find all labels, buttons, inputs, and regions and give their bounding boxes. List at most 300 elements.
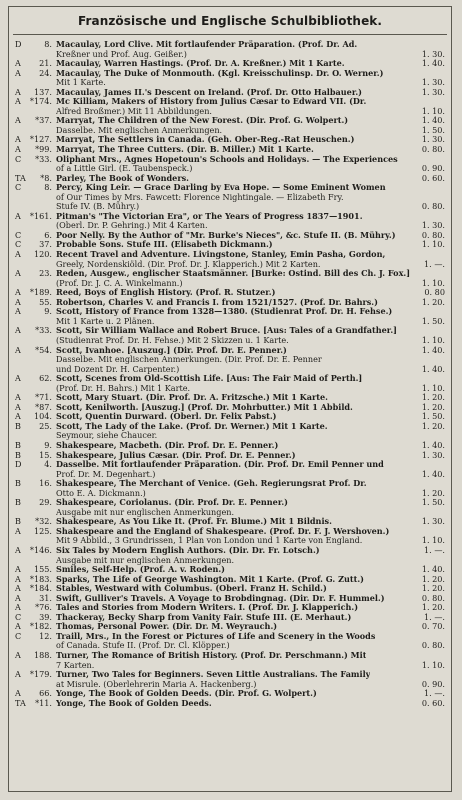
entry-number: 16. xyxy=(39,478,52,489)
entry-text: of a Little Girl. (E. Taubenspeck.) xyxy=(56,164,193,174)
entry-line xyxy=(56,126,445,136)
entry-text: Dasselbe. Mit englischen Anmerkungen. xyxy=(56,125,223,135)
entry-text: Marryat, The Children of the New Forest. (Dir. Prof. G. Wolpert.) xyxy=(56,116,349,126)
entry-text: Pitman's "The Victorian Era", or The Years of Progress 1837—1901. xyxy=(56,211,363,221)
entry-price: 0. 80. xyxy=(421,230,445,240)
entry-class: D xyxy=(15,39,22,49)
entry-line xyxy=(56,460,445,470)
entry-price xyxy=(419,508,445,518)
catalog-entry xyxy=(15,326,445,345)
entry-text: Stufe IV. (B. Mühry.) xyxy=(56,202,140,212)
entry-line xyxy=(56,422,445,432)
entry-class: A xyxy=(15,287,21,298)
entry-text: Shakespeare and the England of Shakespeare. (Prof. Dr. F. J. Wershoven.) xyxy=(56,526,390,536)
entry-number: *174. xyxy=(29,96,52,107)
entry-text: Mit 1 Karte u. 2 Plänen. xyxy=(56,316,155,326)
entry-price: 1. —. xyxy=(424,545,445,555)
entry-text: Seymour, siehe Chaucer. xyxy=(56,431,158,441)
entry-number: 66. xyxy=(39,688,52,699)
entry-text: Scott, Scenes from Old-Scottish Life. [Aus: The Fair Maid of Perth.] xyxy=(56,374,363,384)
catalog-entry xyxy=(15,346,445,375)
catalog-entry xyxy=(15,135,445,145)
entry-number: *71. xyxy=(35,392,52,403)
entry-price: 1. 20. xyxy=(421,487,445,498)
entry-price: 1. 50. xyxy=(421,315,445,326)
entry-price: 1. —. xyxy=(424,689,445,699)
entry-class: A xyxy=(15,669,21,680)
entry-line xyxy=(56,174,445,184)
entry-text: Oliphant Mrs., Agnes Hopetoun's Schools and Holidays. — The Experiences xyxy=(56,154,398,164)
entry-line xyxy=(56,393,445,403)
entry-number: *33. xyxy=(35,153,52,164)
entry-text: Scott, The Lady of the Lake. (Prof. Dr. Werner.) Mit 1 Karte. xyxy=(56,421,328,431)
entry-price: 1. 30. xyxy=(421,87,445,97)
entry-price: 1. 30. xyxy=(421,48,445,59)
entry-text: Macaulay, James II.'s Descent on Ireland. (Prof. Dr. Otto Halbauer.) xyxy=(56,87,362,97)
entry-price: 1. 20. xyxy=(421,297,445,307)
entry-class: A xyxy=(15,592,21,603)
entry-line xyxy=(56,689,445,699)
entry-line xyxy=(56,355,445,365)
entry-number: 24. xyxy=(39,67,52,78)
entry-text: Scott, Kenilworth. [Auszug.] (Prof. Dr. Mohrbutter.) Mit 1 Abbild. xyxy=(56,402,353,412)
entry-line xyxy=(56,145,445,155)
entry-line xyxy=(56,470,445,480)
entry-body xyxy=(56,527,445,546)
entry-text: (Studienrat Prof. Dr. H. Fehse.) Mit 2 Skizzen u. 1 Karte. xyxy=(56,335,289,345)
entry-price: 1. 30. xyxy=(421,77,445,88)
entry-line xyxy=(56,622,445,632)
entry-text: und Dozent Dr. H. Carpenter.) xyxy=(56,364,180,374)
entry-line xyxy=(56,326,445,336)
entry-line xyxy=(56,584,445,594)
entry-number: *189. xyxy=(29,287,52,298)
entry-class: A xyxy=(15,58,21,69)
catalog-entry xyxy=(15,689,445,699)
entry-text: Turner, The Romance of British History. (Prof. Dr. Perschmann.) Mit xyxy=(56,651,367,660)
entry-text: (Oberl. Dr. P. Gehring.) Mit 4 Karten. xyxy=(56,221,208,231)
entry-line xyxy=(56,336,445,346)
entry-price: 1. 10. xyxy=(421,105,445,116)
catalog-entry xyxy=(15,451,445,461)
entry-number: 104. xyxy=(33,411,52,422)
catalog-entry xyxy=(15,97,445,116)
entry-line xyxy=(56,59,445,69)
entry-body xyxy=(56,88,445,98)
page-title: Französische und Englische Schulbibliothek. xyxy=(77,14,383,28)
entry-number: *146. xyxy=(29,544,52,555)
entry-line xyxy=(56,50,445,60)
entry-text: Sparks, The Life of George Washington. Mit 1 Karte. (Prof. G. Zutt.) xyxy=(56,574,364,584)
entry-line xyxy=(56,527,445,537)
entry-text: Tales and Stories from Modern Writers. I. (Prof. Dr. J. Klapperich.) xyxy=(56,603,359,613)
entry-line xyxy=(56,699,445,709)
entry-body xyxy=(56,145,445,155)
entry-class: A xyxy=(15,306,21,317)
entry-number: 155. xyxy=(33,564,52,575)
entry-text: of Canada. Stufe II. (Prof. Dr. Cl. Klöpper.) xyxy=(56,641,230,651)
entry-body xyxy=(56,59,445,69)
entry-line xyxy=(56,78,445,88)
entry-text: Scott, Quentin Durward. (Oberl. Dr. Felix Pabst.) xyxy=(56,412,277,422)
entry-number: 120. xyxy=(33,249,52,260)
entry-price xyxy=(419,431,445,441)
entry-number: *184. xyxy=(29,583,52,594)
entry-price: 1. 50. xyxy=(421,412,445,422)
entry-text: at Misrule. (Oberlehrerin Maria A. Hackenberg.) xyxy=(56,679,257,689)
entry-number: *179. xyxy=(29,669,52,680)
entry-text: Thackeray, Becky Sharp from Vanity Fair. Stufe III. (E. Merhaut.) xyxy=(56,612,352,622)
entry-body xyxy=(56,116,445,135)
entry-number: *8. xyxy=(40,172,52,183)
entry-body xyxy=(56,479,445,498)
entry-line xyxy=(56,260,445,270)
entry-body xyxy=(56,212,445,231)
catalog-entry xyxy=(15,651,445,670)
entry-line xyxy=(56,212,445,222)
catalog-entry xyxy=(15,59,445,69)
entry-class: D xyxy=(15,459,22,470)
entry-class: A xyxy=(15,602,21,613)
entry-text: Yonge, The Book of Golden Deeds. xyxy=(56,698,212,708)
entry-class: A xyxy=(15,411,21,422)
entry-number: *127. xyxy=(29,134,52,145)
entry-text: Macaulay, Warren Hastings. (Prof. Dr. A. Kreßner.) Mit 1 Karte. xyxy=(56,59,345,69)
entry-body xyxy=(56,670,445,689)
catalog-entry xyxy=(15,584,445,594)
entry-text: Recent Travel and Adventure. Livingstone, Stanley, Emin Pasha, Gordon, xyxy=(56,250,386,260)
entry-line xyxy=(56,680,445,690)
catalog-entry xyxy=(15,374,445,393)
entry-price: 1. 20. xyxy=(421,402,445,412)
entry-text: Shakespeare, Coriolanus. (Dir. Prof. Dr. E. Penner.) xyxy=(56,498,288,508)
entry-price: 0. 90. xyxy=(421,678,445,689)
entry-body xyxy=(56,155,445,174)
entry-price: 1. 20. xyxy=(421,603,445,613)
entry-text: Marryat, The Settlers in Canada. (Geh. Ober-Reg.-Rat Heuschen.) xyxy=(56,135,355,145)
entry-number: 137. xyxy=(33,86,52,97)
entry-line xyxy=(56,69,445,79)
entry-line xyxy=(56,479,445,489)
title-rule xyxy=(13,34,447,35)
entry-body xyxy=(56,651,445,670)
entry-line xyxy=(56,517,445,527)
entry-price: 1. 30. xyxy=(421,450,445,460)
entry-text: Dasselbe. Mit englischen Anmerkungen. (Dir. Prof. Dr. E. Penner xyxy=(56,355,322,365)
entry-text: Scott, History of France from 1328—1380. (Studienrat Prof. Dr. H. Fehse.) xyxy=(56,307,393,317)
page-frame xyxy=(8,6,452,792)
entry-class: B xyxy=(15,449,21,460)
entry-price: 1. 40. xyxy=(421,116,445,126)
entry-text: Swift, Gulliver's Travels. A Voyage to Brobdingnag. (Dir. Dr. F. Hummel.) xyxy=(56,593,385,603)
entry-text: Greely, Nordenskiöld. (Dir. Prof. Dr. J. Klapperich.) Mit 2 Karten. xyxy=(56,259,321,269)
entry-body xyxy=(56,346,445,375)
entry-class: A xyxy=(15,621,21,632)
entry-number: 15. xyxy=(39,449,52,460)
entry-line xyxy=(56,231,445,241)
entry-line xyxy=(56,40,445,50)
entry-number: *182. xyxy=(29,621,52,632)
catalog-entry xyxy=(15,231,445,241)
entry-number: *11. xyxy=(35,697,52,708)
entry-price xyxy=(419,556,445,566)
entry-text: Mc Killiam, Makers of History from Julius Cæsar to Edward VII. (Dr. xyxy=(56,97,367,107)
catalog-entry xyxy=(15,527,445,546)
catalog-entry xyxy=(15,240,445,250)
entry-class: A xyxy=(15,115,21,126)
entry-body xyxy=(56,69,445,88)
entry-body xyxy=(56,403,445,413)
entry-text: Robertson, Charles V. and Francis I. from 1521/1527. (Prof. Dr. Bahrs.) xyxy=(56,297,378,307)
entry-class: C xyxy=(15,611,22,622)
catalog-entry xyxy=(15,40,445,59)
entry-class: A xyxy=(15,688,21,699)
catalog-entry xyxy=(15,69,445,88)
entry-text: Stables, Westward with Columbus. (Oberl. Franz H. Schild.) xyxy=(56,584,327,594)
entry-body xyxy=(56,451,445,461)
entry-number: 9. xyxy=(44,439,52,450)
entry-text: Percy, King Leir. — Grace Darling by Eva Hope. — Some Eminent Women xyxy=(56,183,386,193)
entry-number: 125. xyxy=(33,525,52,536)
entry-text: Shakespeare, Macbeth. (Dir. Prof. Dr. E. Penner.) xyxy=(56,440,279,450)
entry-price: 1. 40. xyxy=(421,565,445,575)
entry-price: 1. 10. xyxy=(421,382,445,393)
entry-number: *54. xyxy=(35,344,52,355)
entry-body xyxy=(56,441,445,451)
entry-line xyxy=(56,594,445,604)
entry-line xyxy=(56,88,445,98)
entry-line xyxy=(56,384,445,394)
entry-line xyxy=(56,97,445,107)
entry-text: Ausgabe mit nur englischen Anmerkungen. xyxy=(56,507,235,517)
catalog-entry xyxy=(15,622,445,632)
entry-price xyxy=(419,183,445,193)
catalog-entry xyxy=(15,269,445,288)
entry-line xyxy=(56,374,445,384)
entry-class: B xyxy=(15,439,21,450)
entry-text: Ausgabe mit nur englischen Anmerkungen. xyxy=(56,555,235,565)
catalog-entry xyxy=(15,699,445,709)
entry-number: *32. xyxy=(35,516,52,527)
entry-price: 0. 90. xyxy=(421,163,445,174)
entry-text: Thomas, Personal Power. (Dir. Dr. M. Weyrauch.) xyxy=(56,622,278,632)
entry-line xyxy=(56,193,445,203)
entry-line xyxy=(56,107,445,117)
entry-number: *76. xyxy=(35,602,52,613)
entry-line xyxy=(56,508,445,518)
entry-class: TA xyxy=(15,697,26,708)
entry-line xyxy=(56,565,445,575)
entry-text: of Our Times by Mrs. Fawcett: Florence Nightingale. — Elizabeth Fry. xyxy=(56,192,344,202)
entry-line xyxy=(56,116,445,126)
entry-price: 0. 80. xyxy=(421,145,445,155)
entry-number: 37. xyxy=(39,239,52,250)
entry-line xyxy=(56,346,445,356)
entry-line xyxy=(56,135,445,145)
entry-number: 31. xyxy=(39,592,52,603)
entry-number: *183. xyxy=(29,573,52,584)
catalog-list xyxy=(15,40,445,708)
catalog-entry xyxy=(15,212,445,231)
entry-line xyxy=(56,202,445,212)
entry-line xyxy=(56,546,445,556)
catalog-entry xyxy=(15,594,445,604)
catalog-entry xyxy=(15,498,445,517)
entry-number: *33. xyxy=(35,325,52,336)
entry-class: A xyxy=(15,373,21,384)
entry-price: 1. 10. xyxy=(421,334,445,345)
entry-number: 55. xyxy=(39,296,52,307)
entry-class: C xyxy=(15,239,22,250)
entry-class: A xyxy=(15,96,21,107)
entry-body xyxy=(56,40,445,59)
entry-body xyxy=(56,183,445,212)
entry-body xyxy=(56,374,445,393)
entry-class: C xyxy=(15,630,22,641)
entry-body xyxy=(56,498,445,517)
entry-body xyxy=(56,613,445,623)
entry-class: B xyxy=(15,497,21,508)
entry-text: Smiles, Self-Help. (Prof. A. v. Roden.) xyxy=(56,565,225,575)
entry-line xyxy=(56,498,445,508)
catalog-entry xyxy=(15,479,445,498)
entry-number: *87. xyxy=(35,401,52,412)
entry-line xyxy=(56,365,445,375)
entry-price: 1. 30. xyxy=(421,517,445,527)
entry-price: 1. 20. xyxy=(421,574,445,584)
entry-line xyxy=(56,288,445,298)
entry-price: 1. 30. xyxy=(421,220,445,231)
entry-line xyxy=(56,155,445,165)
entry-line xyxy=(56,269,445,279)
entry-line xyxy=(56,412,445,422)
entry-text: (Prof. Dr. J. C. A. Winkelmann.) xyxy=(56,278,183,288)
entry-line xyxy=(56,240,445,250)
entry-price: 1. 10. xyxy=(421,535,445,546)
entry-price: 1. 20. xyxy=(421,393,445,403)
entry-line xyxy=(56,317,445,327)
catalog-entry xyxy=(15,145,445,155)
entry-text: Macaulay, Lord Clive. Mit fortlaufender Präparation. (Prof. Dr. Ad. xyxy=(56,40,358,49)
entry-line xyxy=(56,279,445,289)
entry-line xyxy=(56,489,445,499)
entry-body xyxy=(56,174,445,184)
entry-body xyxy=(56,689,445,699)
catalog-entry xyxy=(15,174,445,184)
entry-class: A xyxy=(15,525,21,536)
entry-text: Shakespeare, As You Like It. (Prof. Fr. Blume.) Mit 1 Bildnis. xyxy=(56,517,332,527)
catalog-entry xyxy=(15,422,445,441)
entry-class: B xyxy=(15,478,21,489)
entry-text: Probable Sons. Stufe III. (Elisabeth Dickmann.) xyxy=(56,240,273,250)
entry-body xyxy=(56,565,445,575)
catalog-entry xyxy=(15,183,445,212)
catalog-entry xyxy=(15,460,445,479)
entry-price: 1. 50. xyxy=(421,124,445,135)
entry-line xyxy=(56,298,445,308)
catalog-entry xyxy=(15,288,445,298)
entry-line xyxy=(56,451,445,461)
entry-number: 8. xyxy=(44,39,52,49)
entry-text: Traill, Mrs., In the Forest or Pictures of Life and Scenery in the Woods xyxy=(56,631,376,641)
entry-price: 1. 50. xyxy=(421,498,445,508)
entry-body xyxy=(56,288,445,298)
entry-body xyxy=(56,632,445,651)
entry-number: 6. xyxy=(44,229,52,240)
catalog-entry xyxy=(15,517,445,527)
entry-text: Reden, Ausgew., englischer Staatsmänner. [Burke: Ostind. Bill des Ch. J. Fox.] xyxy=(56,269,411,279)
entry-text: Scott, Mary Stuart. (Dir. Prof. Dr. A. Fritzsche.) Mit 1 Karte. xyxy=(56,393,328,403)
entry-line xyxy=(56,670,445,680)
entry-class: C xyxy=(15,182,22,193)
entry-line xyxy=(56,403,445,413)
entry-text: Shakespeare, The Merchant of Venice. (Geh. Regierungsrat Prof. Dr. xyxy=(56,479,367,489)
catalog-entry xyxy=(15,393,445,403)
entry-number: 188. xyxy=(33,650,52,660)
entry-price: 1. —. xyxy=(424,258,445,269)
entry-text: Yonge, The Book of Golden Deeds. (Dir. Prof. G. Wolpert.) xyxy=(56,689,317,699)
entry-line xyxy=(56,250,445,260)
entry-number: 8. xyxy=(44,182,52,193)
entry-body xyxy=(56,699,445,709)
entry-line xyxy=(56,221,445,231)
entry-text: Otto E. A. Dickmann.) xyxy=(56,488,146,498)
entry-text: Shakespeare, Julius Cæsar. (Dir. Prof. Dr. E. Penner.) xyxy=(56,450,296,460)
entry-body xyxy=(56,231,445,241)
entry-body xyxy=(56,460,445,479)
entry-class: C xyxy=(15,153,22,164)
entry-class: TA xyxy=(15,172,26,183)
entry-number: *99. xyxy=(35,144,52,155)
entry-price: 1. 10. xyxy=(421,240,445,250)
entry-class: B xyxy=(15,420,21,431)
entry-price: 1. —. xyxy=(424,612,445,622)
entry-class: A xyxy=(15,392,21,403)
entry-body xyxy=(56,393,445,403)
entry-body xyxy=(56,546,445,565)
entry-text: Kreßner und Prof. Aug. Geißer.) xyxy=(56,49,187,59)
entry-text: Reed, Boys of English History. (Prof. R. Stutzer.) xyxy=(56,288,276,298)
catalog-entry xyxy=(15,632,445,651)
entry-text: Mit 9 Abbild., 3 Grundrissen, 1 Plan von London und 1 Karte von England. xyxy=(56,536,363,546)
entry-number: *161. xyxy=(29,210,52,221)
entry-price: 1. 30. xyxy=(421,135,445,145)
entry-line xyxy=(56,307,445,317)
entry-body xyxy=(56,603,445,613)
entry-body xyxy=(56,584,445,594)
entry-line xyxy=(56,661,445,671)
catalog-entry xyxy=(15,155,445,174)
entry-line xyxy=(56,164,445,174)
entry-line xyxy=(56,441,445,451)
entry-price: 0. 80. xyxy=(421,640,445,651)
entry-class: A xyxy=(15,344,21,355)
entry-class: A xyxy=(15,650,21,660)
entry-class: A xyxy=(15,583,21,594)
entry-body xyxy=(56,326,445,345)
entry-text: Mit 1 Karte. xyxy=(56,78,106,88)
entry-price: 1. 10. xyxy=(421,277,445,288)
catalog-entry xyxy=(15,670,445,689)
entry-class: A xyxy=(15,268,21,279)
entry-class: C xyxy=(15,229,22,240)
entry-price: 1. 40. xyxy=(421,440,445,450)
entry-body xyxy=(56,307,445,326)
entry-price: 0. 80 xyxy=(424,288,445,298)
entry-price: 1. 20. xyxy=(421,421,445,431)
entry-text: 7 Karten. xyxy=(56,660,95,670)
catalog-entry xyxy=(15,412,445,422)
